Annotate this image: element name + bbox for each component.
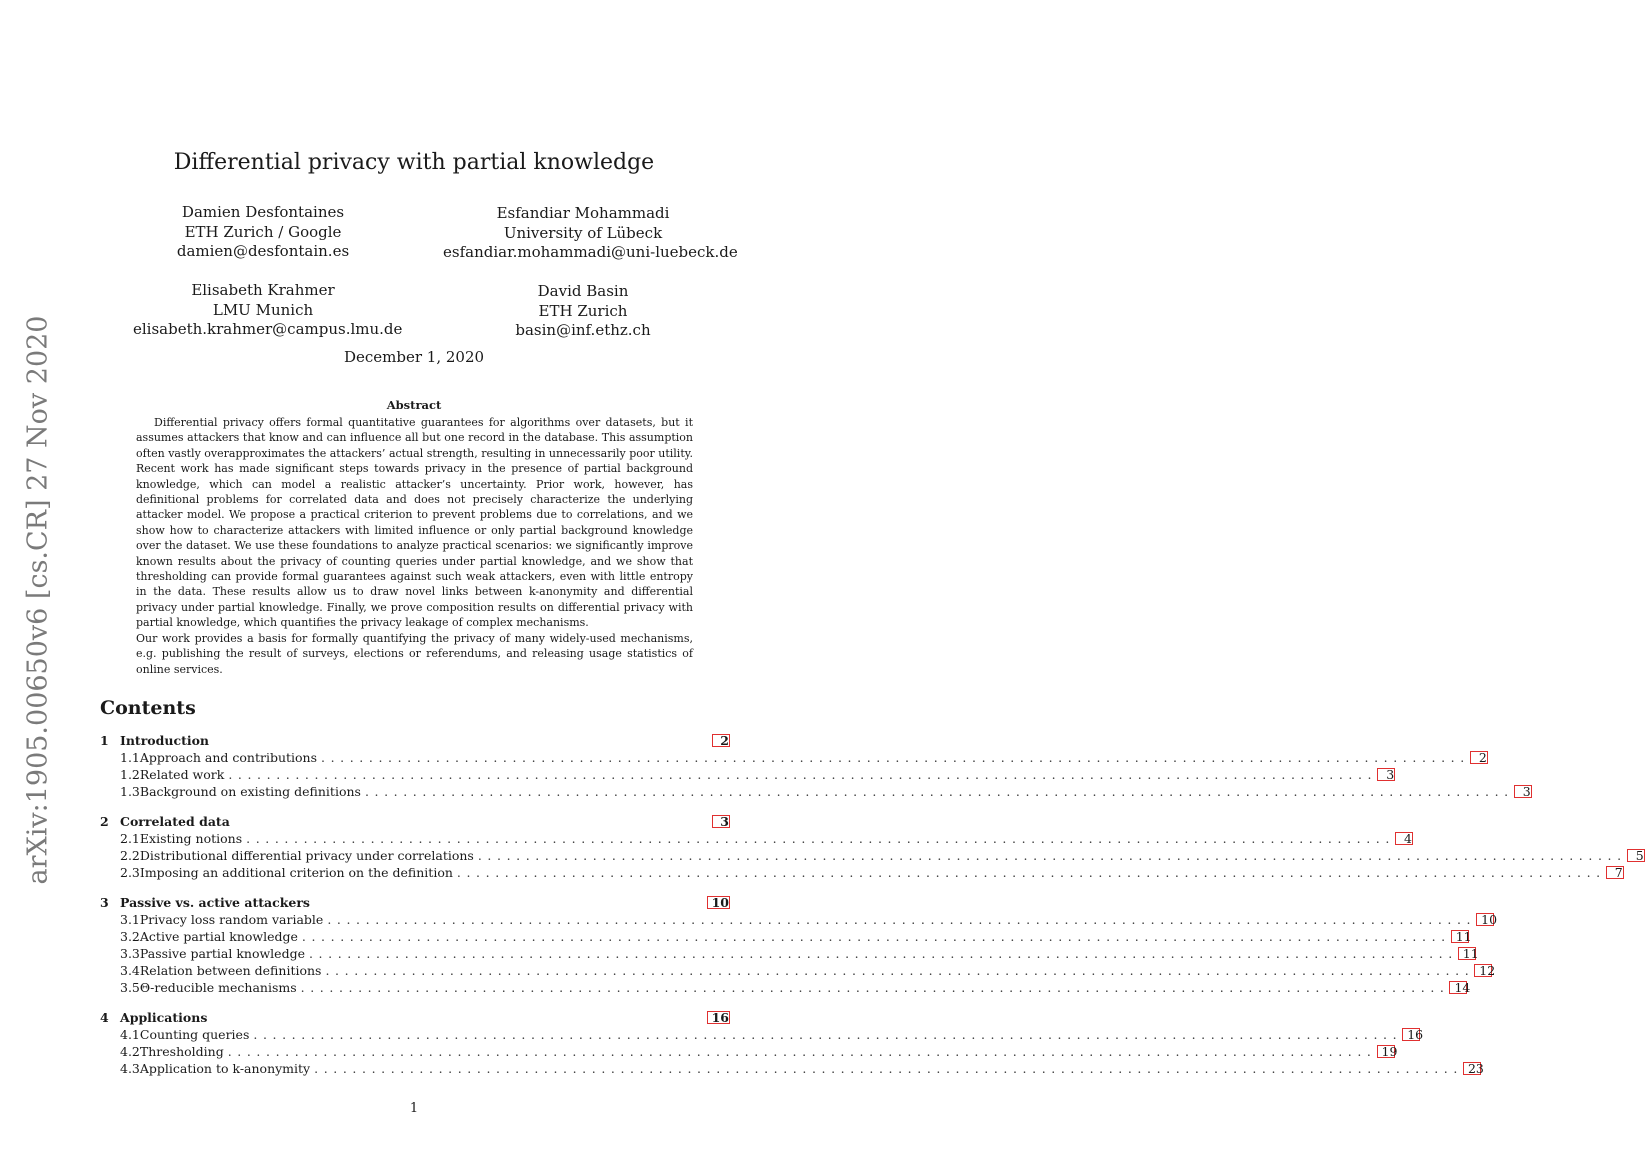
toc-page-link[interactable]: 2	[712, 734, 730, 747]
author-block	[133, 281, 403, 340]
toc-section-number: 2	[100, 814, 109, 829]
toc-page-link[interactable]: 3	[1377, 768, 1395, 781]
toc-dot-leader: ........................................................................................................................	[327, 912, 1477, 927]
author-email: elisabeth.krahmer@campus.lmu.de	[133, 320, 403, 338]
toc-spacer	[100, 801, 730, 814]
author-block	[443, 204, 738, 263]
toc-section-entry[interactable]	[100, 733, 730, 750]
toc-subsection-number: 4.3	[120, 1061, 140, 1076]
toc-page-link[interactable]: 2	[1470, 751, 1488, 764]
toc-subsection-title: Passive partial knowledge	[140, 946, 309, 961]
toc-dot-leader: ........................................................................................................................	[456, 865, 1606, 880]
toc-section-title: Applications	[120, 1010, 208, 1025]
toc-dot-leader: ........................................................................................................................	[325, 963, 1475, 978]
toc-section-number: 4	[100, 1010, 109, 1025]
toc-page-link[interactable]: 10	[1476, 913, 1494, 926]
toc-subsection-number: 1.3	[120, 784, 140, 799]
toc-dot-leader: ........................................................................................................................	[228, 767, 1378, 782]
author-block	[163, 203, 363, 262]
toc-subsection-entry[interactable]	[100, 831, 1412, 848]
toc-section-entry[interactable]	[100, 814, 730, 831]
toc-subsection-number: 3.1	[120, 912, 140, 927]
abstract-body	[136, 415, 693, 677]
toc-subsection-number: 2.3	[120, 865, 140, 880]
toc-dot-leader: ........................................................................................................................	[308, 946, 1458, 961]
toc-subsection-number: 3.3	[120, 946, 140, 961]
toc-dot-leader: ........................................................................................................................	[477, 848, 1627, 863]
toc-subsection-entry[interactable]	[100, 1061, 1484, 1078]
toc-subsection-number: 3.2	[120, 929, 140, 944]
toc-subsection-number: 1.1	[120, 750, 140, 765]
toc-subsection-entry[interactable]	[100, 963, 1496, 980]
toc-subsection-title: Counting queries	[140, 1027, 253, 1042]
toc-subsection-number: 3.4	[120, 963, 140, 978]
author-affiliation: ETH Zurich / Google	[184, 222, 342, 241]
author-name: Esfandiar Mohammadi	[496, 204, 670, 222]
abstract-paragraph: Our work provides a basis for formally quantifying the privacy of many widely-used mechanisms, e.g. publishing the result of surveys, elections or referendums, and releasing usage statistics of online services.	[136, 631, 693, 676]
toc-section-entry[interactable]	[100, 895, 730, 912]
paper-title: Differential privacy with partial knowledge	[173, 150, 655, 175]
toc-dot-leader: ........................................................................................................................	[364, 784, 1514, 799]
toc-page-link[interactable]: 7	[1606, 866, 1624, 879]
toc-subsection-title: Related work	[140, 767, 228, 782]
author-name: Elisabeth Krahmer	[191, 281, 335, 299]
toc-page-link[interactable]: 11	[1451, 930, 1469, 943]
toc-section-title: Introduction	[120, 733, 210, 748]
toc-subsection-title: Background on existing definitions	[140, 784, 365, 799]
publication-date: December 1, 2020	[343, 348, 485, 366]
toc-subsection-entry[interactable]	[100, 848, 1644, 865]
toc-subsection-title: Approach and contributions	[140, 750, 321, 765]
toc-section-title: Correlated data	[120, 814, 230, 829]
toc-page-link[interactable]: 19	[1377, 1045, 1395, 1058]
arxiv-identifier-stamp: arXiv:1905.00650v6 [cs.CR] 27 Nov 2020	[22, 315, 54, 885]
toc-subsection-title: Existing notions	[140, 831, 246, 846]
toc-subsection-title: Privacy loss random variable	[140, 912, 327, 927]
page-number: 1	[409, 1101, 419, 1116]
toc-subsection-number: 4.1	[120, 1027, 140, 1042]
toc-dot-leader: ........................................................................................................................	[321, 750, 1470, 765]
toc-dot-leader: ........................................................................................................................	[253, 1027, 1403, 1042]
author-email: damien@desfontain.es	[176, 242, 350, 260]
toc-dot-leader: ........................................................................................................................	[301, 929, 1451, 944]
toc-subsection-title: Distributional differential privacy under correlations	[140, 848, 478, 863]
toc-subsection-entry[interactable]	[100, 1027, 1424, 1044]
toc-subsection-entry[interactable]	[100, 980, 1471, 997]
toc-page-link[interactable]: 3	[1514, 785, 1532, 798]
author-name: Damien Desfontaines	[181, 203, 345, 221]
author-email: basin@inf.ethz.ch	[515, 321, 651, 339]
toc-spacer	[100, 997, 730, 1010]
toc-page-link[interactable]: 16	[707, 1011, 730, 1024]
contents-heading: Contents	[100, 697, 196, 719]
toc-dot-leader: ........................................................................................................................	[314, 1061, 1463, 1076]
toc-subsection-entry[interactable]	[100, 750, 1487, 767]
toc-section-entry[interactable]	[100, 1010, 730, 1027]
toc-subsection-entry[interactable]	[100, 865, 1623, 882]
author-affiliation: ETH Zurich	[538, 301, 628, 320]
toc-subsection-number: 4.2	[120, 1044, 140, 1059]
toc-subsection-title: Θ-reducible mechanisms	[140, 980, 301, 995]
toc-subsection-title: Thresholding	[140, 1044, 228, 1059]
toc-subsection-entry[interactable]	[100, 912, 1498, 929]
toc-subsection-title: Imposing an additional criterion on the definition	[140, 865, 457, 880]
toc-dot-leader: ........................................................................................................................	[227, 1044, 1377, 1059]
toc-dot-leader: ........................................................................................................................	[300, 980, 1450, 995]
abstract-heading: Abstract	[386, 398, 442, 412]
toc-page-link[interactable]: 3	[712, 815, 730, 828]
toc-section-number: 3	[100, 895, 109, 910]
toc-section-title: Passive vs. active attackers	[120, 895, 310, 910]
toc-dot-leader: ........................................................................................................................	[246, 831, 1395, 846]
toc-page-link[interactable]: 5	[1627, 849, 1645, 862]
toc-page-link[interactable]: 16	[1402, 1028, 1420, 1041]
author-block	[503, 282, 663, 341]
toc-section-number: 1	[100, 733, 109, 748]
toc-subsection-number: 2.1	[120, 831, 140, 846]
toc-subsection-entry[interactable]	[100, 929, 1472, 946]
toc-page-link[interactable]: 11	[1458, 947, 1476, 960]
author-affiliation: University of Lübeck	[503, 223, 663, 242]
toc-subsection-number: 3.5	[120, 980, 140, 995]
toc-subsection-title: Active partial knowledge	[140, 929, 302, 944]
abstract-paragraph: Differential privacy offers formal quantitative guarantees for algorithms over datasets, but it assumes attackers that know and can influence all but one record in the database. This assumption often vastly overapproximates the attackers’ actual strength, resulting in unnecessarily poor utility. Recent work has made significant steps towards privacy in the presence of partial background knowledge, which can model a realistic attacker’s uncertainty. Prior work, however, has definitional problems for correlated data and does not precisely characterize the underlying attacker model. We propose a practical criterion to prevent problems due to correlations, and we show how to characterize attackers with limited influence or only partial background knowledge over the dataset. We use these foundations to analyze practical scenarios: we significantly improve known results about the privacy of counting queries under partial knowledge, and we show that thresholding can provide formal guarantees against such weak attackers, even with little entropy in the data. These results allow us to draw novel links between k-anonymity and differential privacy under partial knowledge. Finally, we prove composition results on differential privacy with partial knowledge, which quantifies the privacy leakage of complex mechanisms.	[136, 416, 693, 630]
toc-subsection-number: 1.2	[120, 767, 140, 782]
author-name: David Basin	[537, 282, 629, 300]
toc-subsection-title: Relation between definitions	[140, 963, 326, 978]
table-of-contents	[100, 733, 1644, 1078]
author-affiliation: LMU Munich	[212, 300, 314, 319]
toc-subsection-title: Application to k-anonymity	[140, 1061, 314, 1076]
toc-subsection-entry[interactable]	[100, 767, 1395, 784]
toc-subsection-number: 2.2	[120, 848, 140, 863]
toc-page-link[interactable]: 14	[1449, 981, 1467, 994]
toc-page-link[interactable]: 23	[1463, 1062, 1481, 1075]
toc-subsection-entry[interactable]	[100, 784, 1531, 801]
toc-subsection-entry[interactable]	[100, 946, 1479, 963]
toc-page-link[interactable]: 12	[1474, 964, 1492, 977]
toc-page-link[interactable]: 10	[707, 896, 730, 909]
author-email: esfandiar.mohammadi@uni-luebeck.de	[443, 243, 738, 261]
toc-subsection-entry[interactable]	[100, 1044, 1398, 1061]
toc-page-link[interactable]: 4	[1395, 832, 1413, 845]
toc-spacer	[100, 882, 730, 895]
